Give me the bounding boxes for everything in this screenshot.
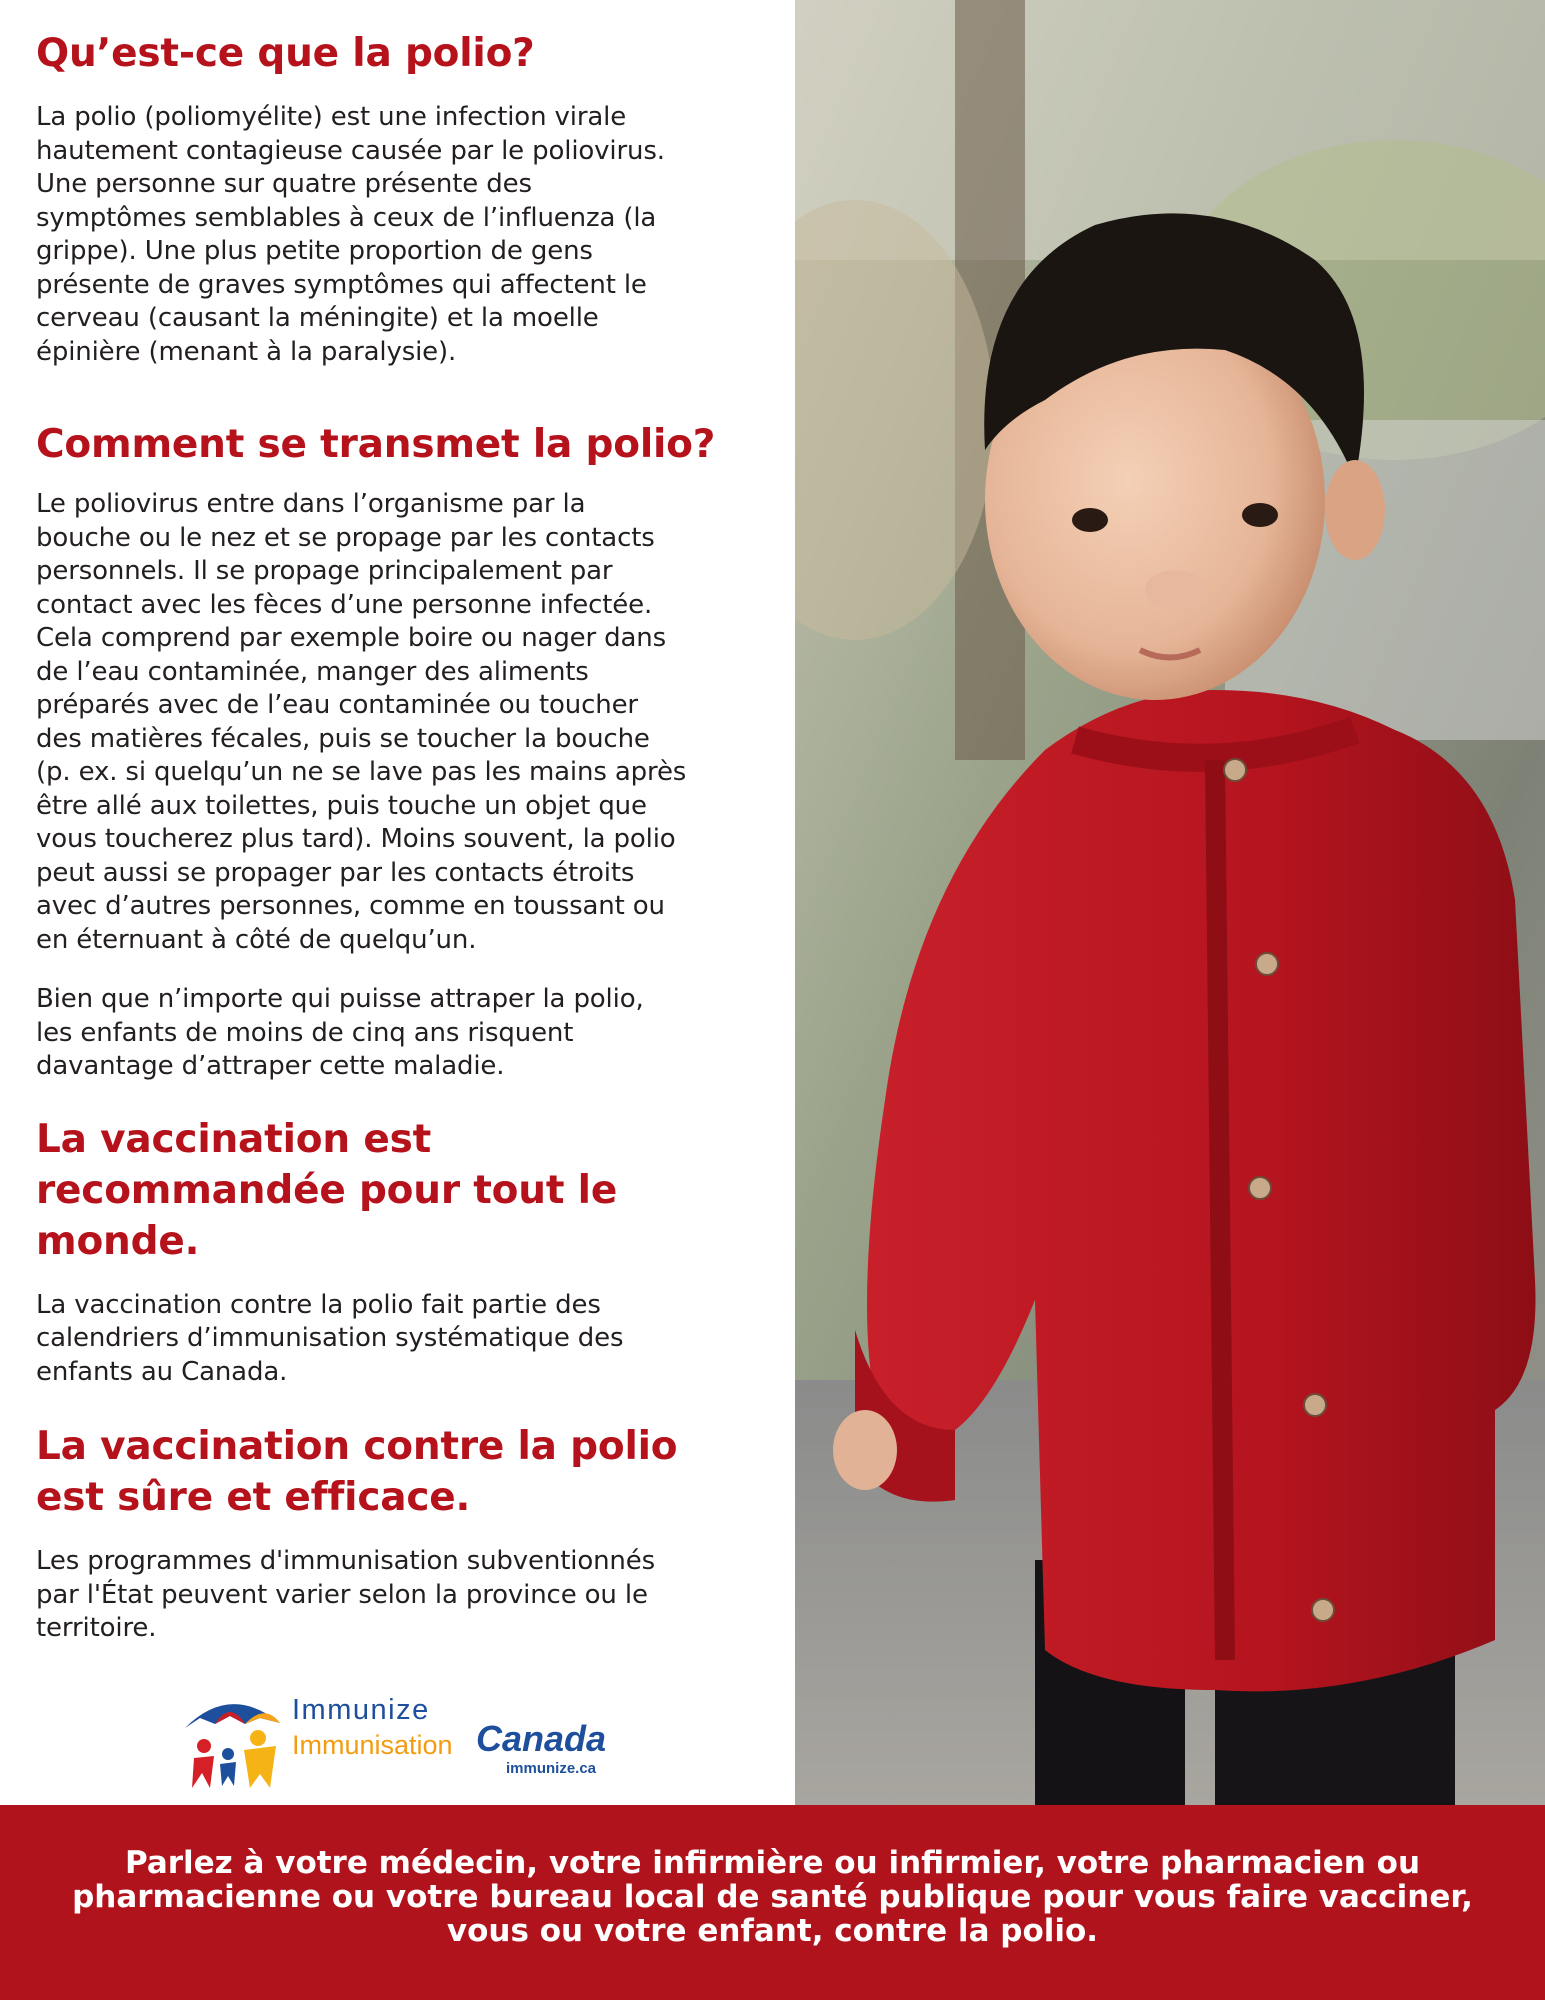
paragraph-vaccination-schedule: La vaccination contre la polio fait partie des calendriers d’immunisation systématique des enfants au Canada. — [36, 1289, 624, 1387]
logo-url-text: immunize.ca — [506, 1760, 597, 1777]
logo-immunize-text: Immunize — [292, 1694, 430, 1726]
child-in-red-sweater-image — [795, 0, 1545, 1805]
banner-text: Parlez à votre médecin, votre infirmière ou infirmier, votre pharmacien ou pharmacienne ou votre bureau local de santé publique pour vous faire vacciner, vous ou votre enfant, contre la polio. — [72, 1844, 1473, 1949]
heading-what-is-polio: Qu’est-ce que la polio? — [36, 31, 535, 76]
heading-transmission: Comment se transmet la polio? — [36, 422, 716, 467]
paragraph-what-is-polio: La polio (poliomyélite) est une infection virale hautement contagieuse causée par le poliovirus. Une personne sur quatre présente des symptômes semblables à ceux de l’influenza (la grippe). Une plus petite proportion de gens présente de graves symptômes qui affectent le cerveau (causant la méningite) et la moelle épinière (menant à la paralysie). — [36, 102, 665, 367]
heading-vaccination-recommended: La vaccination est recommandée pour tout le monde. — [36, 1116, 618, 1264]
child-photo — [795, 0, 1545, 1805]
family-umbrella-icon — [180, 1688, 290, 1793]
logo-canada-text: Canada — [476, 1718, 607, 1759]
paragraph-children-risk: Bien que n’importe qui puisse attraper la polio, les enfants de moins de cinq ans risquent davantage d’attraper cette maladie. — [36, 984, 644, 1081]
paragraph-programs: Les programmes d'immunisation subventionnés par l'État peuvent varier selon la province ou le territoire. — [36, 1546, 655, 1643]
call-to-action-banner — [0, 1805, 1545, 2000]
heading-vaccination-safe: La vaccination contre la polio est sûre et efficace. — [36, 1424, 678, 1520]
paragraph-transmission: Le poliovirus entre dans l’organisme par la bouche ou le nez et se propage par les contacts personnels. Il se propage principalement par contact avec les fèces d’une personne infectée. Cela comprend par exemple boire ou nager dans de l’eau contaminée, manger des aliments préparés avec de l’eau contaminée ou toucher des matières fécales, puis se toucher la bouche (p. ex. si quelqu’un ne se lave pas les mains après être allé aux toilettes, puis touche un objet que vous toucherez plus tard). Moins souvent, la polio peut aussi se propager par les contacts étroits avec d’autres personnes, comme en toussant ou en éternuant à côté de quelqu’un. — [36, 489, 687, 955]
text-column — [0, 0, 795, 1805]
immunize-canada-logo — [180, 1688, 610, 1793]
logo-immunisation-text: Immunisation — [292, 1730, 453, 1760]
